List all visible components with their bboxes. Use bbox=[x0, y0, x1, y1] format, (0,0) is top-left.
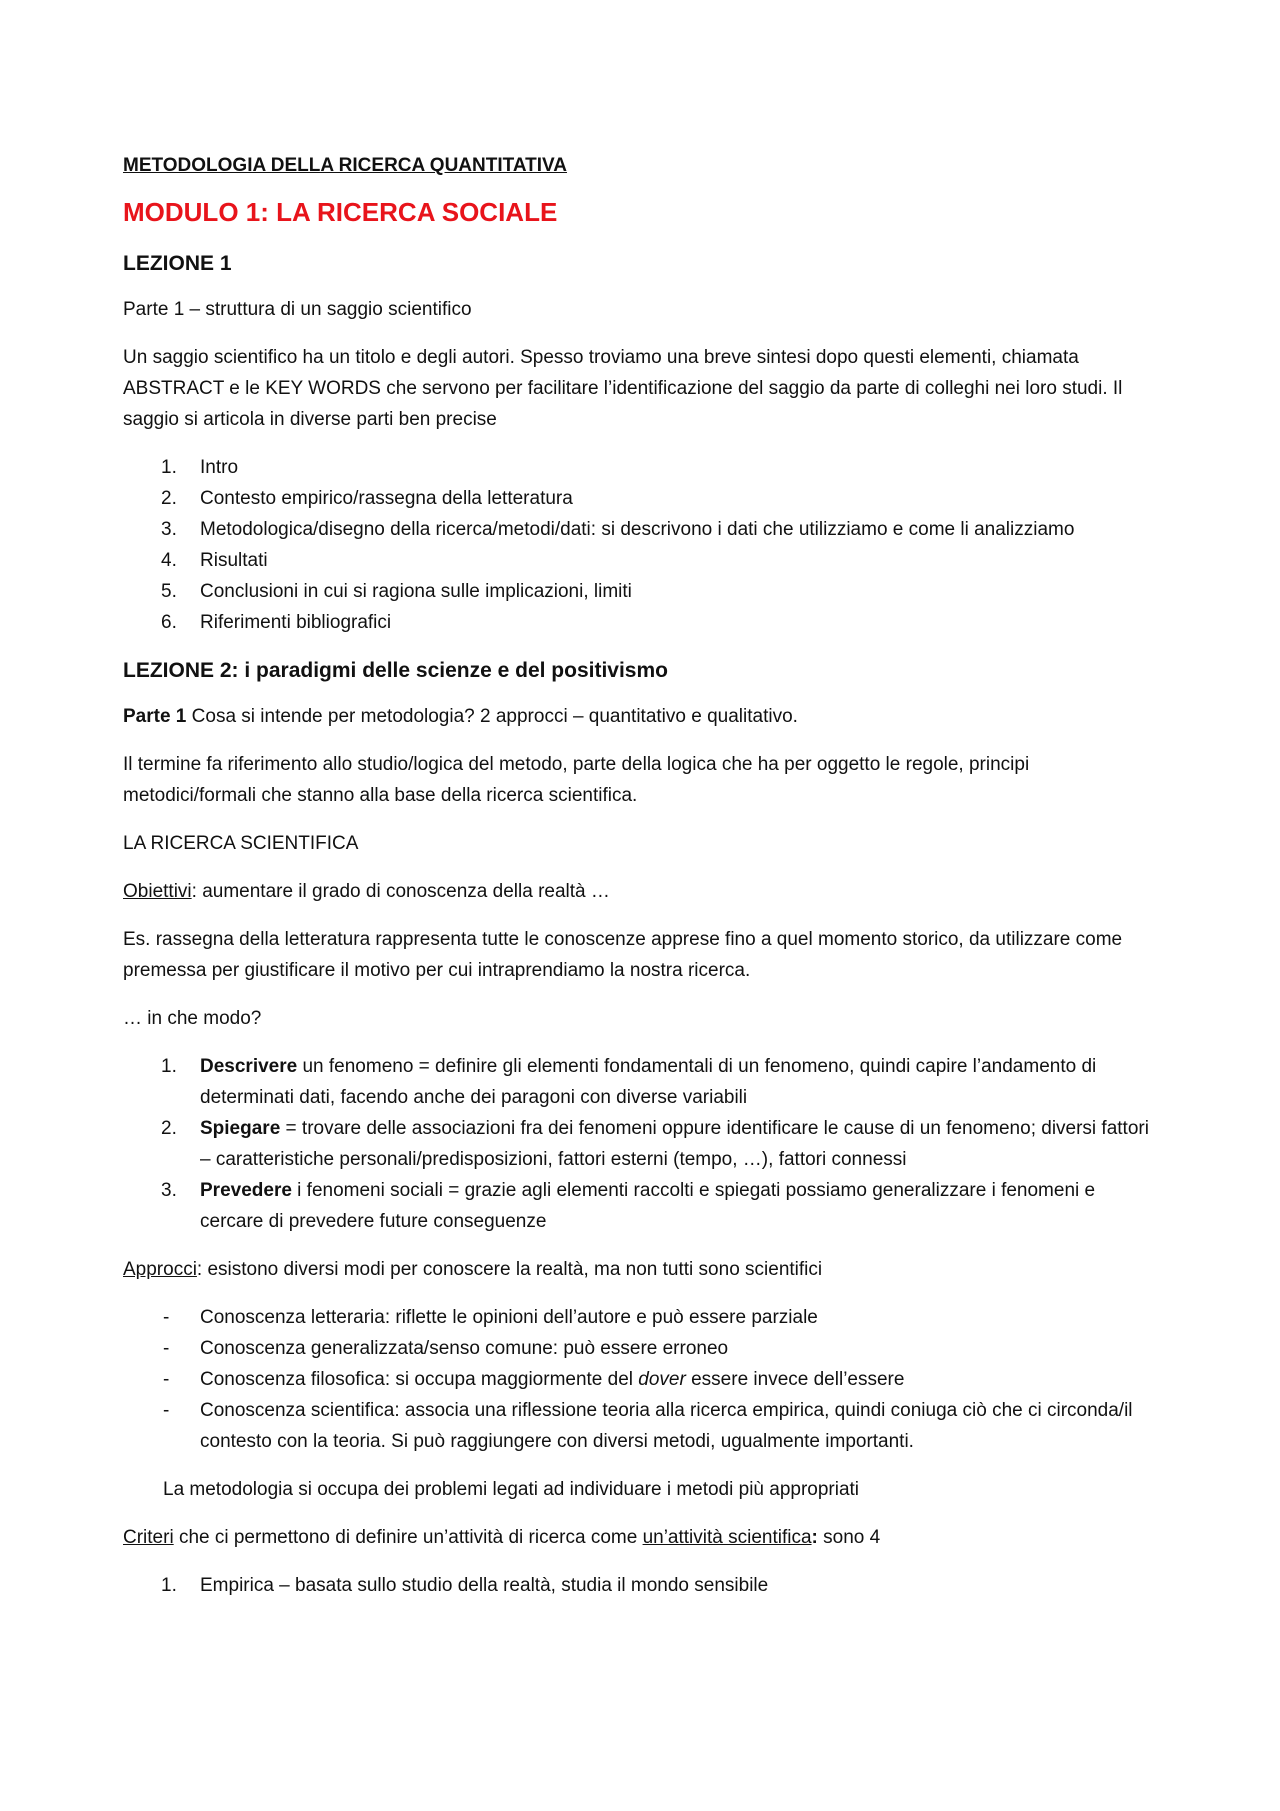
criteria-end: sono 4 bbox=[817, 1527, 881, 1548]
objectives-text: : aumentare il grado di conoscenza della realtà … bbox=[191, 881, 610, 902]
criteria-text: che ci permettono di definire un’attività di ricerca come bbox=[173, 1527, 643, 1548]
criteria-colon: : bbox=[811, 1527, 818, 1548]
lesson2-part-label: Parte 1 bbox=[123, 706, 187, 727]
goal-term: Descrivere bbox=[200, 1056, 298, 1077]
approaches-text: : esistono diversi modi per conoscere la realtà, ma non tutti sono scientifici bbox=[196, 1259, 823, 1280]
objectives-paragraph bbox=[123, 876, 1162, 907]
list-item bbox=[123, 1051, 1162, 1113]
list-item-text: Riferimenti bibliografici bbox=[200, 612, 392, 633]
list-item bbox=[123, 1333, 1162, 1364]
bullet-dash: - bbox=[163, 1307, 170, 1328]
section-heading: LA RICERCA SCIENTIFICA bbox=[123, 833, 359, 854]
lesson2-part-text: Cosa si intende per metodologia? 2 approcci – quantitativo e qualitativo. bbox=[186, 706, 798, 727]
list-item bbox=[123, 545, 1162, 576]
list-number: 1. bbox=[161, 457, 177, 478]
list-item bbox=[123, 1175, 1162, 1237]
list-item-text: Empirica – basata sullo studio della realtà, studia il mondo sensibile bbox=[200, 1575, 769, 1596]
list-item bbox=[123, 1395, 1162, 1457]
list-item-text: essere invece dell’essere bbox=[685, 1369, 905, 1390]
list-number: 1. bbox=[161, 1056, 177, 1077]
list-item-text: Contesto empirico/rassegna della letteratura bbox=[200, 488, 573, 509]
list-item bbox=[123, 1570, 1162, 1601]
list-item bbox=[123, 452, 1162, 483]
criteria-list bbox=[123, 1570, 1162, 1601]
lesson2-title: LEZIONE 2: i paradigmi delle scienze e del positivismo bbox=[123, 659, 668, 682]
approaches-paragraph bbox=[123, 1254, 1162, 1285]
list-number: 4. bbox=[161, 550, 177, 571]
how-question: … in che modo? bbox=[123, 1008, 262, 1029]
list-number: 2. bbox=[161, 1118, 177, 1139]
list-number: 5. bbox=[161, 581, 177, 602]
essay-structure-list bbox=[123, 452, 1162, 638]
lesson1-title: LEZIONE 1 bbox=[123, 252, 232, 275]
list-number: 1. bbox=[161, 1575, 177, 1596]
list-item bbox=[123, 1113, 1162, 1175]
goal-text: i fenomeni sociali = grazie agli elementi raccolti e spiegati possiamo generalizzare i fenomeni e cercare di prevedere future conseguenze bbox=[200, 1180, 1096, 1232]
list-item-text: Conclusioni in cui si ragiona sulle implicazioni, limiti bbox=[200, 581, 632, 602]
knowledge-types-list bbox=[123, 1302, 1162, 1457]
list-number: 2. bbox=[161, 488, 177, 509]
module-title: MODULO 1: LA RICERCA SOCIALE bbox=[123, 197, 558, 227]
list-item-text: Conoscenza filosofica: si occupa maggiormente del bbox=[200, 1369, 639, 1390]
list-item-text: Intro bbox=[200, 457, 239, 478]
lesson1-intro: Un saggio scientifico ha un titolo e degli autori. Spesso troviamo una breve sintesi dopo questi elementi, chiamata ABSTRACT e le KEY WORDS che servono per facilitare l’identificazione del saggio da parte di colleghi nei loro studi. Il saggio si articola in diverse parti ben precise bbox=[123, 347, 1123, 430]
list-item-text: Conoscenza scientifica: associa una riflessione teoria alla ricerca empirica, quindi coniuga ciò che ci circonda/il contesto con la teoria. Si può raggiungere con diversi metodi, ugualmente importanti. bbox=[200, 1400, 1133, 1452]
methodology-definition: Il termine fa riferimento allo studio/logica del metodo, parte della logica che ha per oggetto le regole, principi metodici/formali che stanno alla base della ricerca scientifica. bbox=[123, 754, 1030, 806]
criteria-label: Criteri bbox=[123, 1527, 174, 1548]
lesson2-part bbox=[123, 701, 1162, 732]
methodology-note: La metodologia si occupa dei problemi legati ad individuare i metodi più appropriati bbox=[163, 1479, 860, 1500]
list-number: 3. bbox=[161, 519, 177, 540]
approaches-label: Approcci bbox=[123, 1259, 197, 1280]
list-item bbox=[123, 483, 1162, 514]
goal-text: = trovare delle associazioni fra dei fenomeni oppure identificare le cause di un fenomeno; diversi fattori – caratteristiche personali/predisposizioni, fattori esterni (tempo, …), fattori connessi bbox=[200, 1118, 1149, 1170]
italic-term: dover bbox=[638, 1369, 686, 1390]
objectives-label: Obiettivi bbox=[123, 881, 192, 902]
list-item-text: Risultati bbox=[200, 550, 268, 571]
document-title: METODOLOGIA DELLA RICERCA QUANTITATIVA bbox=[123, 155, 568, 176]
criteria-underlined: un’attività scientifica bbox=[642, 1527, 812, 1548]
criteria-paragraph bbox=[123, 1522, 1162, 1553]
lesson1-part: Parte 1 – struttura di un saggio scientifico bbox=[123, 299, 472, 320]
bullet-dash: - bbox=[163, 1369, 170, 1390]
research-goals-list bbox=[123, 1051, 1162, 1237]
goal-term: Prevedere bbox=[200, 1180, 292, 1201]
example-paragraph: Es. rassegna della letteratura rappresenta tutte le conoscenze apprese fino a quel momento storico, da utilizzare come premessa per giustificare il motivo per cui intraprendiamo la nostra ricerca. bbox=[123, 929, 1123, 981]
list-item bbox=[123, 607, 1162, 638]
list-number: 3. bbox=[161, 1180, 177, 1201]
list-item-text: Conoscenza generalizzata/senso comune: può essere erroneo bbox=[200, 1338, 729, 1359]
goal-text: un fenomeno = definire gli elementi fondamentali di un fenomeno, quindi capire l’andamento di determinati dati, facendo anche dei paragoni con diverse variabili bbox=[200, 1056, 1097, 1108]
list-number: 6. bbox=[161, 612, 177, 633]
goal-term: Spiegare bbox=[200, 1118, 281, 1139]
list-item bbox=[123, 1364, 1162, 1395]
list-item bbox=[123, 1302, 1162, 1333]
list-item-text: Conoscenza letteraria: riflette le opinioni dell’autore e può essere parziale bbox=[200, 1307, 818, 1328]
bullet-dash: - bbox=[163, 1338, 170, 1359]
bullet-dash: - bbox=[163, 1400, 170, 1421]
list-item-text: Metodologica/disegno della ricerca/metodi/dati: si descrivono i dati che utilizziamo e come li analizziamo bbox=[200, 519, 1075, 540]
list-item bbox=[123, 514, 1162, 545]
list-item bbox=[123, 576, 1162, 607]
